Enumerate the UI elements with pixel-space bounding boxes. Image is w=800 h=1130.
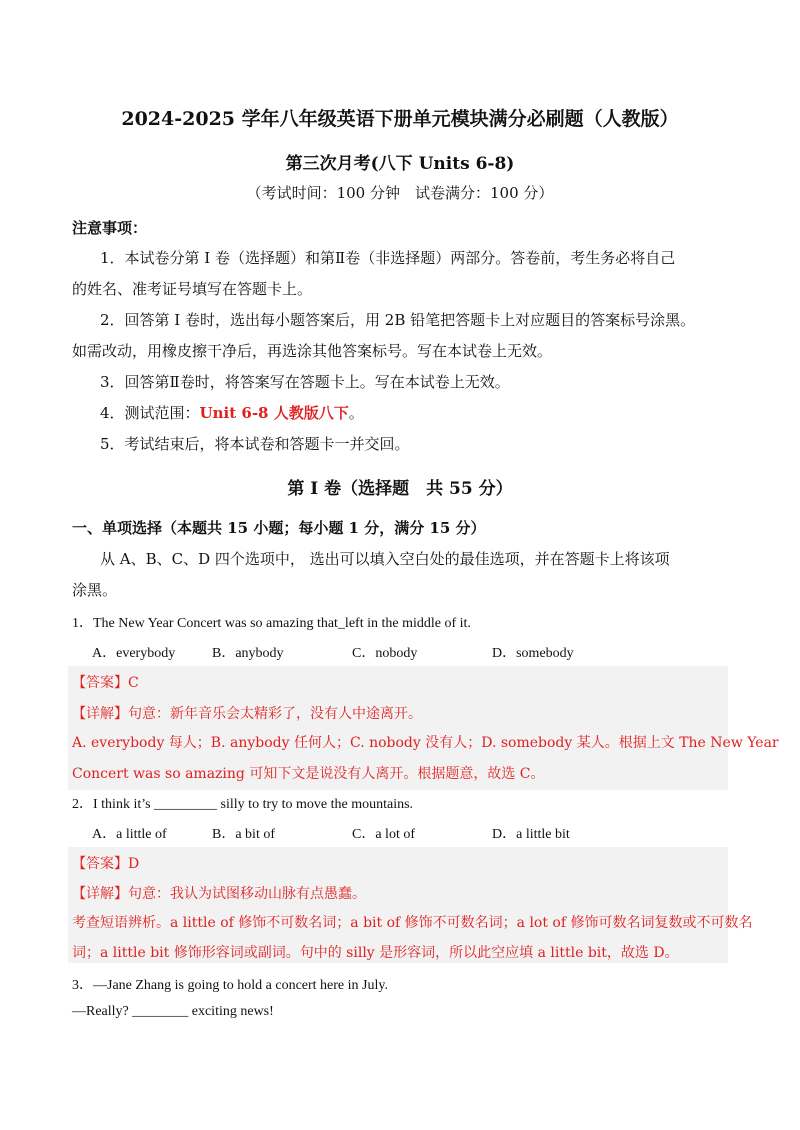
notes-item-1-line-1: 1．本试卷分第 I 卷（选择题）和第Ⅱ卷（非选择题）两部分。答卷前，考生务必将自己 — [100, 249, 676, 267]
question-1-option-b: B．anybody — [212, 646, 284, 661]
question-1-detail: 【详解】句意：新年音乐会太精彩了，没有人中途离开。 — [72, 706, 422, 722]
notes-item-2-line-2: 如需改动，用橡皮擦干净后，再选涂其他答案标号。写在本试卷上无效。 — [72, 342, 553, 360]
question-2-option-b: B．a bit of — [212, 827, 275, 842]
question-2-detail: 【详解】句意：我认为试图移动山脉有点愚蠢。 — [72, 886, 366, 902]
question-1-option-a: A．everybody — [92, 646, 176, 661]
instruction-line-2: 涂黑。 — [72, 581, 118, 599]
instruction-line-1: 从 A、B、C、D 四个选项中， 选出可以填入空白处的最佳选项，并在答题卡上将该项 — [100, 550, 670, 568]
notes-item-4-prefix: 4．测试范围： — [100, 404, 200, 422]
question-2-answer: 【答案】D — [72, 856, 140, 872]
question-2-option-a: A．a little of — [92, 827, 167, 842]
section-heading: 第 I 卷（选择题 共 55 分） — [287, 479, 513, 499]
question-3-stem: 3．—Jane Zhang is going to hold a concert here in July. — [72, 978, 388, 993]
question-2-option-c: C．a lot of — [352, 827, 415, 842]
notes-item-2-line-1: 2．回答第 I 卷时，选出每小题答案后，用 2B 铅笔把答题卡上对应题目的答案标号涂黑。 — [100, 311, 696, 329]
question-3-stem-reply: —Really? ________ exciting news! — [72, 1004, 274, 1019]
question-1-stem: 1．The New Year Concert was so amazing that_left in the middle of it. — [72, 616, 471, 631]
page-subtitle: 第三次月考(八下 Units 6-8) — [285, 154, 515, 174]
notes-item-3: 3．回答第Ⅱ卷时，将答案写在答题卡上。写在本试卷上无效。 — [100, 373, 510, 391]
question-1-answer: 【答案】C — [72, 675, 139, 691]
notes-item-1-line-2: 的姓名、准考证号填写在答题卡上。 — [72, 280, 313, 298]
question-2-analysis-line-1: 考查短语辨析。a little of 修饰不可数名词；a bit of 修饰不可数名词；a lot of 修饰可数名词复数或不可数名 — [72, 915, 753, 931]
question-2-analysis-line-2: 词；a little bit 修饰形容词或副词。句中的 silly 是形容词，所以此空应填 a little bit，故选 D。 — [72, 945, 679, 961]
question-1-analysis-line-2: Concert was so amazing 可知下文是说没有人离开。根据题意，故选 C。 — [72, 766, 545, 782]
notes-item-4 — [100, 402, 364, 423]
question-2-stem: 2．I think it’s _________ silly to try to move the mountains. — [72, 797, 414, 812]
exam-info: （考试时间：100 分钟 试卷满分：100 分） — [246, 184, 554, 202]
notes-heading: 注意事项： — [72, 219, 148, 237]
question-1-analysis-line-1: A. everybody 每人；B. anybody 任何人；C. nobody 没有人；D. somebody 某人。根据上文 The New Year — [72, 735, 779, 751]
question-2-answer-box — [68, 847, 753, 963]
question-1-answer-box — [68, 666, 779, 790]
test-range: Unit 6-8 人教版八下 — [199, 404, 349, 422]
part-title: 一、单项选择（本题共 15 小题；每小题 1 分，满分 15 分） — [72, 519, 486, 537]
question-1-option-d: D．somebody — [492, 646, 574, 661]
page-title: 2024-2025 学年八年级英语下册单元模块满分必刷题（人教版） — [121, 108, 679, 130]
notes-item-4-suffix: 。 — [348, 404, 364, 422]
question-2-option-d: D．a little bit — [492, 827, 570, 842]
question-1-option-c: C．nobody — [352, 646, 418, 661]
notes-item-5: 5．考试结束后，将本试卷和答题卡一并交回。 — [100, 435, 410, 453]
